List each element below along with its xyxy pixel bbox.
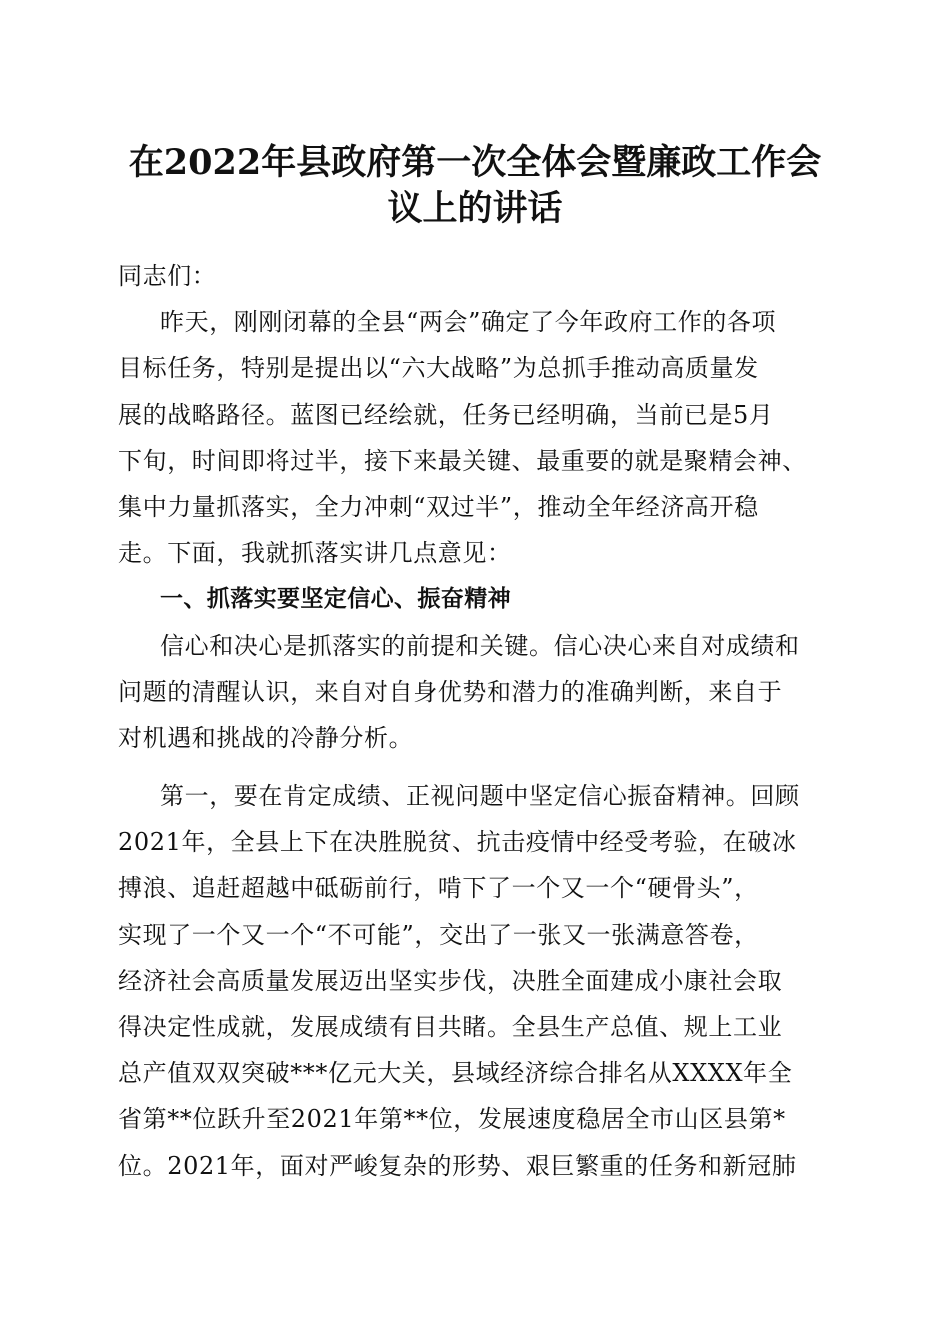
paragraph-line: 总产值双双突破***亿元大关，县域经济综合排名从XXXX年全 (118, 1059, 793, 1088)
paragraph-line: 问题的清醒认识，来自对自身优势和潜力的准确判断，来自于 (118, 677, 783, 706)
paragraph-line: 目标任务，特别是提出以“六大战略”为总抓手推动高质量发 (118, 354, 759, 383)
paragraph-line: 搏浪、追赶超越中砥砺前行，啃下了一个又一个“硬骨头”， (118, 874, 759, 903)
document-title-line-1: 在2022年县政府第一次全体会暨廉政工作会 (128, 142, 822, 183)
salutation: 同志们： (118, 262, 217, 290)
paragraph-line: 集中力量抓落实，全力冲刺“双过半”，推动全年经济高开稳 (118, 492, 759, 521)
paragraph-line: 第一，要在肯定成绩、正视问题中坚定信心振奋精神。回顾 (160, 782, 800, 811)
paragraph-spacer (118, 761, 830, 773)
section-heading: 一、抓落实要坚定信心、振奋精神 (160, 586, 511, 613)
paragraph-line: 走。下面，我就抓落实讲几点意见： (118, 539, 512, 568)
document-body (118, 253, 830, 1189)
paragraph-line: 展的战略路径。蓝图已经绘就，任务已经明确，当前已是5月 (118, 400, 774, 429)
paragraph-line: 信心和决心是抓落实的前提和关键。信心决心来自对成绩和 (160, 631, 800, 660)
paragraph-line: 位。2021年，面对严峻复杂的形势、艰巨繁重的任务和新冠肺 (118, 1151, 797, 1180)
paragraph-line: 2021年，全县上下在决胜脱贫、抗击疫情中经受考验，在破冰 (118, 828, 797, 857)
paragraph-line: 省第**位跃升至2021年第**位，发展速度稳居全市山区县第* (118, 1105, 786, 1134)
paragraph-line: 实现了一个又一个“不可能”，交出了一张又一张满意答卷， (118, 920, 759, 949)
paragraph-line: 对机遇和挑战的冷静分析。 (118, 723, 414, 752)
paragraph-line: 下旬，时间即将过半，接下来最关键、最重要的就是聚精会神、 (118, 446, 807, 475)
paragraph-line: 经济社会高质量发展迈出坚实步伐，决胜全面建成小康社会取 (118, 966, 783, 995)
paragraph-line: 昨天，刚刚闭幕的全县“两会”确定了今年政府工作的各项 (160, 308, 777, 337)
paragraph-line: 得决定性成就，发展成绩有目共睹。全县生产总值、规上工业 (118, 1013, 783, 1041)
document-title-line-2: 议上的讲话 (387, 188, 563, 229)
